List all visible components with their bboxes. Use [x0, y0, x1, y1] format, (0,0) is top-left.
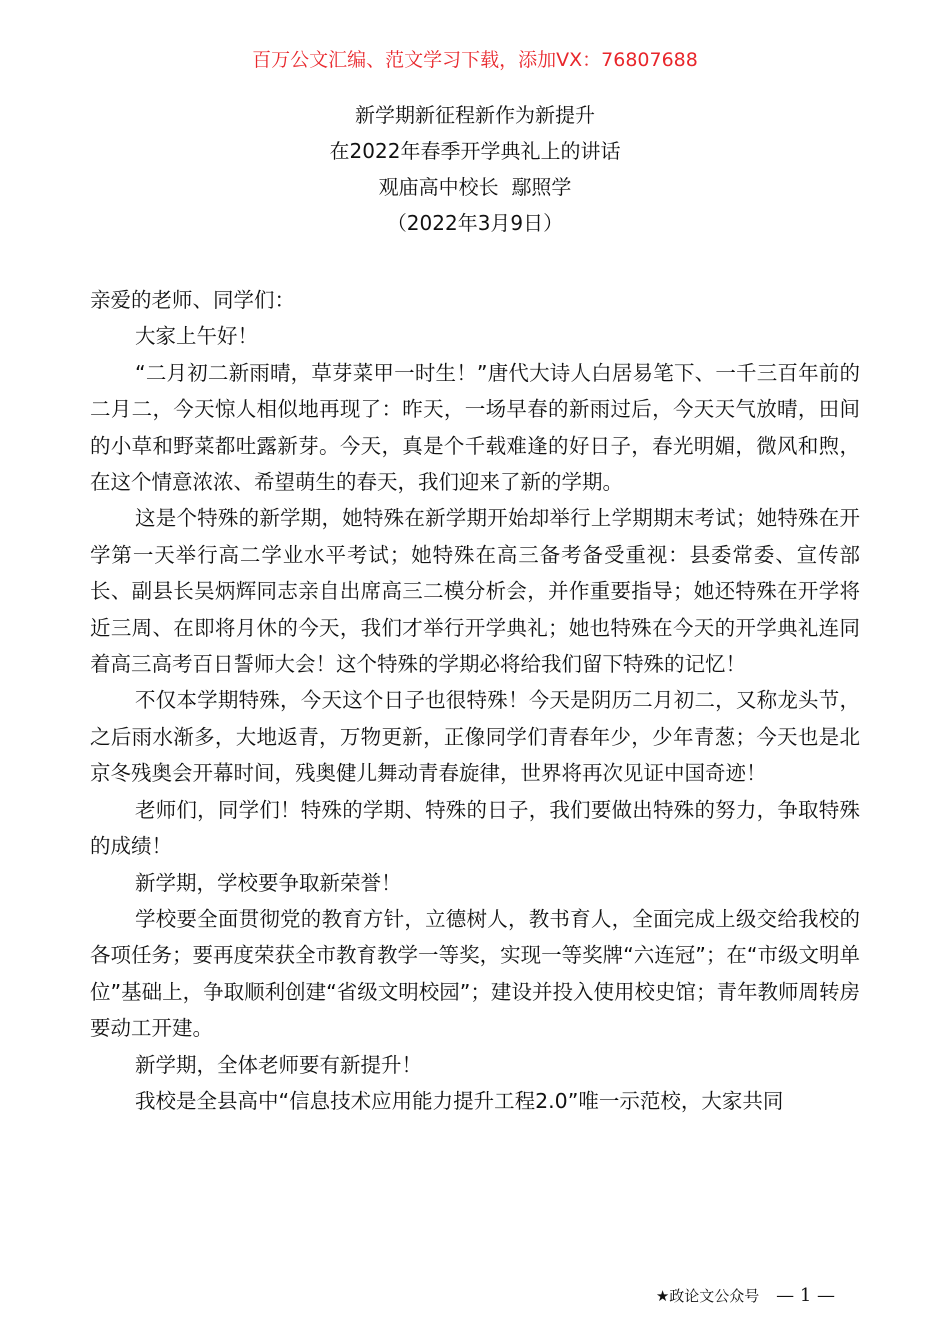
speech-body — [90, 282, 860, 1119]
paragraph: 不仅本学期特殊，今天这个日子也很特殊！今天是阴历二月初二，又称龙头节，之后雨水渐多，大地返青，万物更新，正像同学们青春年少，少年青葱；今天也是北京冬残奥会开幕时间，残奥健儿舞动青春旋律，世界将再次见证中国奇迹！ — [90, 688, 860, 786]
speech-subtitle: 在2022年春季开学典礼上的讲话 — [329, 139, 621, 163]
footer-source: ★政论文公众号 — [655, 1287, 760, 1305]
promo-banner: 百万公文汇编、范文学习下载，添加VX：76807688 — [252, 49, 698, 71]
page-number: — 1 — — [776, 1285, 835, 1306]
paragraph: “二月初二新雨晴，草芽菜甲一时生！”唐代大诗人白居易笔下、一千三百年前的二月二，今天惊人相似地再现了：昨天，一场早春的新雨过后，今天天气放晴，田间的小草和野菜都吐露新芽。今天，真是个千载难逢的好日子，春光明媚，微风和煦，在这个情意浓浓、希望萌生的春天，我们迎来了新的学期。 — [90, 360, 860, 495]
title-block — [0, 97, 950, 241]
speech-title: 新学期新征程新作为新提升 — [355, 103, 595, 127]
paragraph: 新学期，全体老师要有新提升！ — [135, 1052, 422, 1077]
paragraph: 老师们，同学们！特殊的学期、特殊的日子，我们要做出特殊的努力，争取特殊的成绩！ — [90, 797, 860, 859]
paragraph: 新学期，学校要争取新荣誉！ — [135, 870, 402, 895]
salutation: 亲爱的老师、同学们： — [90, 288, 295, 312]
paragraph: 大家上午好！ — [135, 324, 258, 349]
speaker-line: 观庙高中校长 鄢照学 — [378, 175, 572, 199]
paragraph: 学校要全面贯彻党的教育方针，立德树人，教书育人，全面完成上级交给我校的各项任务；要再度荣获全市教育教学一等奖，实现一等奖牌“六连冠”；在“市级文明单位”基础上，争取顺利创建“省级文明校园”；建设并投入使用校史馆；青年教师周转房要动工开建。 — [90, 906, 860, 1041]
paragraph: 这是个特殊的新学期，她特殊在新学期开始却举行上学期期末考试；她特殊在开学第一天举行高二学业水平考试；她特殊在高三备考备受重视：县委常委、宣传部长、副县长吴炳辉同志亲自出席高三二模分析会，并作重要指导；她还特殊在开学将近三周、在即将月休的今天，我们才举行开学典礼；她也特殊在今天的开学典礼连同着高三高考百日誓师大会！这个特殊的学期必将给我们留下特殊的记忆！ — [90, 506, 860, 677]
paragraph: 我校是全县高中“信息技术应用能力提升工程2.0”唯一示范校，大家共同 — [135, 1088, 784, 1113]
speech-date: （2022年3月9日） — [386, 211, 564, 235]
page-footer — [656, 1282, 835, 1310]
